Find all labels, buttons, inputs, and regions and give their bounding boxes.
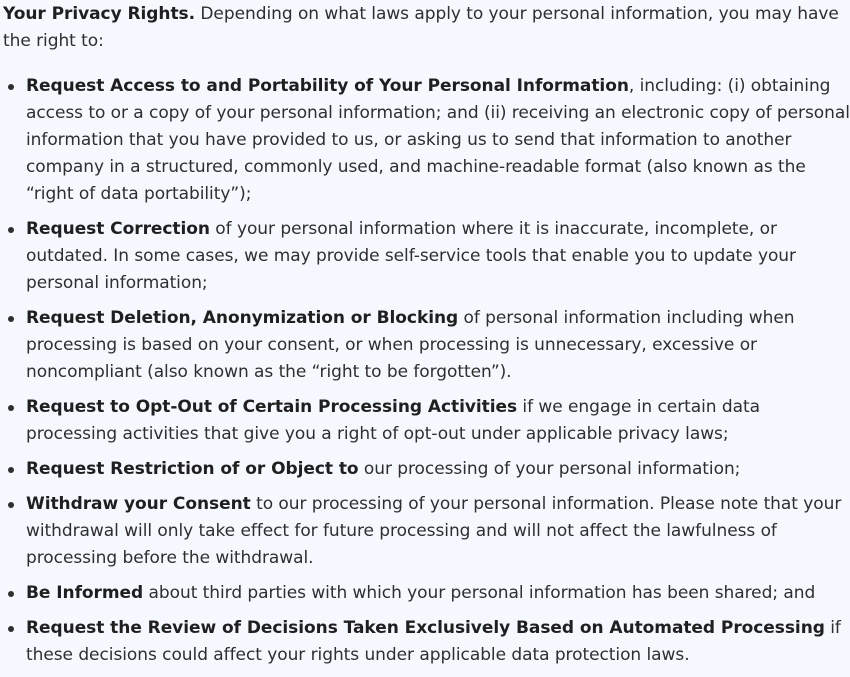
right-title: Request Deletion, Anonymization or Blocking [26, 308, 459, 328]
list-item [0, 216, 850, 297]
right-description: to our processing of your personal information. Please note that your withdrawal will only take effect for future processing and will not affect the lawfulness of processing before the withdrawal. [26, 494, 842, 568]
list-item [0, 394, 850, 448]
bullet-icon [8, 502, 14, 508]
right-title: Be Informed [26, 583, 144, 603]
right-description: , including: (i) obtaining access to or a copy of your personal information; and (ii) receiving an electronic copy of personal information that you have provided to us, or asking us to send that information to another company in a structured, commonly used, and machine-readable format (also known as the “right of data portability”); [26, 76, 850, 204]
bullet-icon [8, 405, 14, 411]
right-title: Request to Opt-Out of Certain Processing Activities [26, 397, 518, 417]
right-description: if these decisions could affect your rights under applicable data protection laws. [26, 618, 841, 665]
right-title: Request Correction [26, 219, 210, 239]
right-title: Request the Review of Decisions Taken Exclusively Based on Automated Processing [26, 618, 825, 638]
bullet-icon [8, 626, 14, 632]
right-description: our processing of your personal information; [358, 459, 741, 479]
right-description: about third parties with which your personal information has been shared; and [143, 583, 816, 603]
bullet-icon [8, 467, 14, 473]
right-description: of personal information including when processing is based on your consent, or when processing is unnecessary, excessive or noncompliant (also known as the “right to be forgotten”). [26, 308, 795, 382]
list-item [0, 305, 850, 386]
list-item [0, 491, 850, 572]
right-title: Request Access to and Portability of Your Personal Information [26, 76, 629, 96]
right-description: of your personal information where it is inaccurate, incomplete, or outdated. In some cases, we may provide self-service tools that enable you to update your personal information; [26, 219, 796, 293]
list-item [0, 580, 850, 607]
intro-text: Depending on what laws apply to your personal information, you may have the right to: [3, 4, 839, 51]
right-title: Request Restriction of or Object to [26, 459, 359, 479]
list-item [0, 73, 850, 208]
bullet-icon [8, 591, 14, 597]
rights-list [0, 73, 850, 677]
bullet-icon [8, 84, 14, 90]
bullet-icon [8, 316, 14, 322]
right-description: if we engage in certain data processing activities that give you a right of opt-out under applicable privacy laws; [26, 397, 760, 444]
list-item [0, 456, 850, 483]
intro-paragraph [3, 0, 843, 55]
list-item [0, 615, 850, 669]
intro-heading: Your Privacy Rights. [3, 4, 196, 24]
bullet-icon [8, 227, 14, 233]
right-title: Withdraw your Consent [26, 494, 251, 514]
